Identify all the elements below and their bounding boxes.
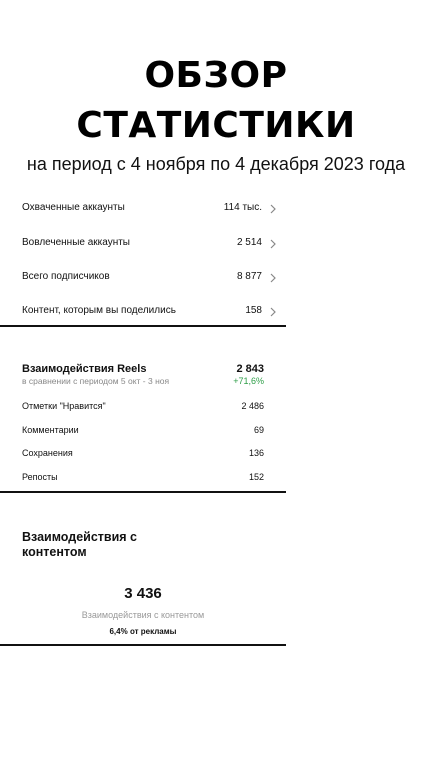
row-label: Вовлеченные аккаунты: [22, 237, 130, 248]
chevron-right-icon: [268, 271, 278, 285]
row-label: Отметки "Нравится": [22, 401, 106, 411]
overview-row-reach[interactable]: [22, 199, 278, 219]
row-value: 2 486: [241, 401, 264, 411]
row-label: Комментарии: [22, 425, 79, 435]
content-title-line1: Взаимодействия с: [22, 530, 137, 544]
ads-share-note: 6,4% от рекламы: [109, 627, 177, 636]
row-value: 136: [248, 448, 264, 458]
reels-row-likes: [22, 400, 264, 416]
reels-row-comments: [22, 424, 264, 440]
row-label: Сохранения: [22, 448, 73, 458]
content-title-line2: контентом: [22, 545, 87, 559]
reels-title: Взаимодействия Reels: [22, 363, 147, 375]
section-divider: [0, 491, 286, 493]
section-divider: [0, 644, 286, 646]
overview-row-engaged[interactable]: [22, 234, 278, 254]
page-title-line2: СТАТИСТИКИ: [76, 105, 356, 146]
row-label: Охваченные аккаунты: [22, 202, 125, 213]
chevron-right-icon: [268, 202, 278, 216]
row-label: Контент, которым вы поделились: [22, 305, 176, 316]
section-divider: [0, 325, 286, 327]
overview-row-followers[interactable]: [22, 268, 278, 288]
reels-total: 2 843: [236, 363, 264, 375]
row-value: 152: [248, 472, 264, 482]
reels-change-badge: +71,6%: [233, 376, 264, 386]
row-value: 114 тыс.: [223, 202, 262, 213]
row-value: 2 514: [236, 237, 262, 248]
row-value: 8 877: [236, 271, 262, 282]
period-subtitle: на период с 4 ноября по 4 декабря 2023 года: [26, 154, 406, 174]
row-value: 69: [253, 425, 264, 435]
row-value: 158: [245, 305, 262, 316]
chevron-right-icon: [268, 237, 278, 251]
content-caption: Взаимодействия с контентом: [81, 610, 205, 620]
page-title-line1: ОБЗОР: [144, 55, 288, 96]
reels-row-saves: [22, 447, 264, 463]
row-label: Репосты: [22, 472, 58, 482]
chevron-right-icon: [268, 305, 278, 319]
overview-row-shared-content[interactable]: [22, 302, 278, 322]
reels-comparison: в сравнении с периодом 5 окт - 3 ноя: [22, 376, 170, 386]
reels-row-reposts: [22, 471, 264, 487]
content-total: 3 436: [124, 585, 162, 602]
row-label: Всего подписчиков: [22, 271, 110, 282]
content-section-title: [22, 530, 162, 560]
